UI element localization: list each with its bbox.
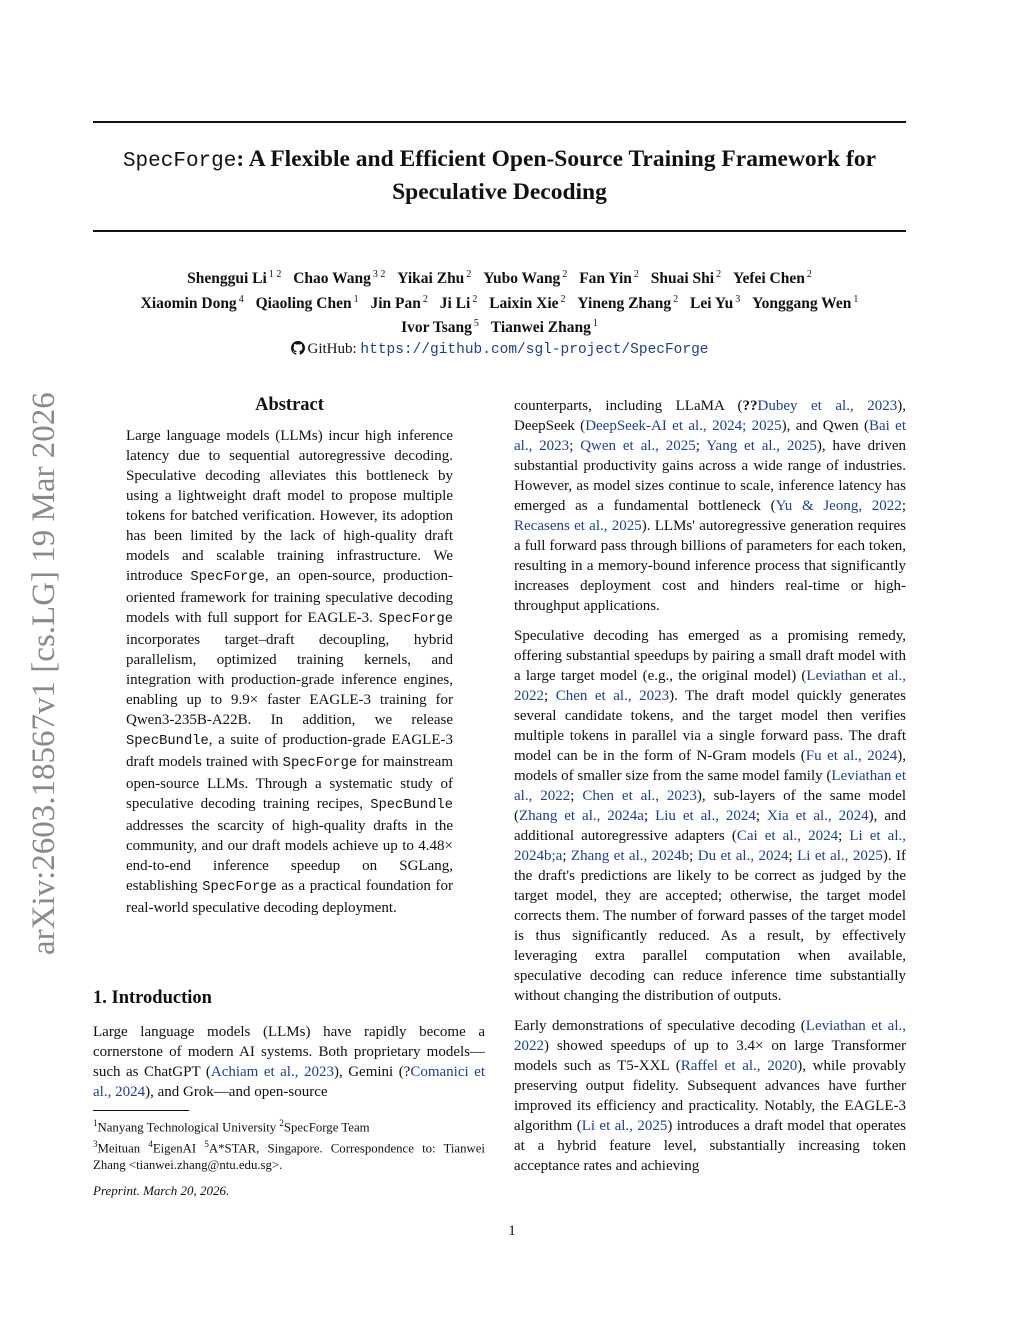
author: Lei Yu $^3$ [690, 293, 741, 312]
github-label: GitHub: [307, 341, 357, 357]
right-column [514, 396, 906, 1186]
author-list [93, 265, 906, 339]
author: Fan Yin $^2$ [579, 269, 639, 288]
citation-link[interactable]: Leviathan et al., 2022 [514, 668, 906, 704]
title-top-rule [93, 121, 906, 123]
citation-link[interactable]: Recasens et al., 2025 [514, 518, 642, 534]
author: Laixin Xie $^2$ [489, 293, 566, 312]
citation-link[interactable]: Bai et al., 2023 [514, 418, 906, 454]
citation-link[interactable]: Zhang et al., 2024b [570, 848, 690, 864]
author: Yonggang Wen $^1$ [752, 293, 859, 312]
author: Tianwei Zhang $^1$ [490, 318, 598, 337]
abstract-section [126, 395, 453, 918]
citation-link[interactable]: Yu & Jeong, 2022 [775, 498, 902, 514]
introduction-heading: 1. Introduction [93, 988, 212, 1008]
citation-link[interactable]: Du et al., 2024 [697, 848, 789, 864]
author: Ji Li $^2$ [439, 293, 478, 312]
abstract-text: Large language models (LLMs) incur high inference latency due to sequential autoregressive decoding. Speculative decoding alleviates this bottleneck by using a lightweight draft model to propose multiple tokens for batched verification. However, its adoption has been limited by the lack of high-quality draft models and scalable training infrastructure. We introduce SpecForge, an open-source, production-oriented framework for training speculative decoding models with full support for EAGLE-3. SpecForge incorporates target–draft decoupling, hybrid parallelism, optimized training kernels, and integration with production-grade inference engines, enabling up to 9.9× faster EAGLE-3 training for Qwen3-235B-A22B. In addition, we release SpecBundle, a suite of production-grade EAGLE-3 draft models trained with SpecForge for mainstream open-source LLMs. Through a systematic study of speculative decoding training recipes, SpecBundle addresses the scarcity of high-quality drafts in the community, and our draft models achieve up to 4.48× end-to-end inference speedup on SGLang, establishing SpecForge as a practical foundation for real-world speculative decoding deployment. [126, 428, 454, 916]
citation-link[interactable]: Li et al., 2025 [581, 1118, 668, 1134]
author: Ivor Tsang $^5$ [401, 318, 479, 337]
citation-link[interactable]: Chen et al., 2023 [582, 788, 697, 804]
paragraph: Early demonstrations of speculative decoding (Leviathan et al., 2022) showed speedups of up to 3.4× on large Transformer models such as T5-XXL (Raffel et al., 2020), while provably preserving output fidelity. Subsequent advances have further improved its efficiency and practicality. Notably, the EAGLE-3 algorithm (Li et al., 2025) introduces a draft model that operates at a hybrid feature level, substantially increasing token acceptance rates and achieving [514, 1018, 907, 1174]
citation-link[interactable]: Leviathan et al., 2022 [514, 768, 906, 804]
page-number: 1 [508, 1223, 516, 1239]
author: Jin Pan $^2$ [370, 293, 428, 312]
citation-link[interactable]: DeepSeek-AI et al., 2024; 2025 [585, 418, 782, 434]
introduction-text: Large language models (LLMs) have rapidly become a cornerstone of modern AI systems. Both proprietary models—such as ChatGPT (Achiam et al., 2023), Gemini (?Comanici et al., 2024), and Grok—and open-source [93, 1024, 485, 1100]
abstract-heading: Abstract [255, 395, 324, 415]
github-icon [291, 341, 305, 355]
citation-link[interactable]: Cai et al., 2024 [736, 828, 839, 844]
citation-link[interactable]: Chen et al., 2023 [555, 688, 670, 704]
citation-link[interactable]: Li et al., 2024b;a [514, 828, 907, 864]
github-line [93, 341, 906, 358]
author: Chao Wang $^{3 2}$ [293, 269, 386, 288]
citation-link[interactable]: Leviathan et al., 2022 [514, 1018, 906, 1054]
author: Yefei Chen $^2$ [732, 269, 812, 288]
footnote-rule [93, 1110, 189, 1111]
citation-link[interactable]: Achiam et al., 2023 [210, 1064, 334, 1080]
citation-link[interactable]: Comanici et al., 2024 [93, 1064, 485, 1100]
citation-link[interactable]: Raffel et al., 2020 [680, 1058, 798, 1074]
author: Qiaoling Chen $^1$ [255, 293, 359, 312]
title-bottom-rule [93, 230, 906, 232]
github-link[interactable]: https://github.com/sgl-project/SpecForge [360, 342, 709, 358]
author: Yikai Zhu $^2$ [397, 269, 472, 288]
title-line2: Speculative Decoding [392, 179, 607, 205]
paper-title [93, 144, 906, 208]
affiliations-footnote: $^1$Nanyang Technological University $^2$SpecForge Team $^3$Meituan $^4$EigenAI $^5$A*STAR, Singapore. Correspondence to: Tianwei Zhang <tianwei.zhang@ntu.edu.sg>. [93, 1118, 485, 1172]
citation-link[interactable]: Liu et al., 2024 [655, 808, 756, 824]
preprint-note: Preprint. March 20, 2026. [93, 1183, 230, 1198]
author: Yubo Wang $^2$ [483, 269, 568, 288]
title-name: SpecForge [122, 150, 237, 173]
title-rest: : A Flexible and Efficient Open-Source Training Framework for [236, 146, 877, 172]
arxiv-identifier: arXiv:2603.18567v1 [cs.LG] 19 Mar 2026 [26, 392, 62, 955]
citation-link[interactable]: Zhang et al., 2024a [519, 808, 644, 824]
author: Yineng Zhang $^2$ [577, 293, 679, 312]
paragraph: counterparts, including LLaMA (??Dubey et al., 2023), DeepSeek (DeepSeek-AI et al., 2024; 2025), and Qwen (Bai et al., 2023; Qwen et al., 2025; Yang et al., 2025), have driven substantial productivity gains across a wide range of industries. However, as model sizes continue to scale, inference latency has emerged as a fundamental bottleneck (Yu & Jeong, 2022; Recasens et al., 2025). LLMs' autoregressive generation requires a full forward pass through billions of parameters for each token, resulting in a memory-bound inference process that significantly increases deployment cost and hinders real-time or high-throughput applications. [514, 398, 907, 614]
citation-link[interactable]: Fu et al., 2024 [805, 748, 898, 764]
citation-link[interactable]: Xia et al., 2024 [767, 808, 869, 824]
paragraph: Speculative decoding has emerged as a promising remedy, offering substantial speedups by pairing a small draft model with a large target model (e.g., the original model) (Leviathan et al., 2022; Chen et al., 2023). The draft model quickly generates several candidate tokens, and the target model then verifies multiple tokens in parallel via a single forward pass. The draft model can be in the form of N-Gram models (Fu et al., 2024), models of smaller size from the same model family (Leviathan et al., 2022; Chen et al., 2023), sub-layers of the same model (Zhang et al., 2024a; Liu et al., 2024; Xia et al., 2024), and additional autoregressive adapters (Cai et al., 2024; Li et al., 2024b;a; Zhang et al., 2024b; Du et al., 2024; Li et al., 2025). If the draft's predictions are likely to be correct as judged by the target model, they are accepted; otherwise, the target model corrects them. The number of forward passes of the target model is thus significantly reduced. As a result, by effectively leveraging extra parallel computation when available, speculative decoding can reduce inference time substantially without changing the distribution of outputs. [514, 628, 907, 1004]
author: Shuai Shi $^2$ [650, 269, 722, 288]
citation-link[interactable]: Li et al., 2025 [797, 848, 883, 864]
citation-link[interactable]: Yang et al., 2025 [706, 438, 817, 454]
citation-link[interactable]: Qwen et al., 2025 [580, 438, 696, 454]
citation-link[interactable]: Dubey et al., 2023 [757, 398, 898, 414]
author: Xiaomin Dong $^4$ [140, 293, 244, 312]
author: Shenggui Li $^{1 2}$ [187, 269, 282, 288]
